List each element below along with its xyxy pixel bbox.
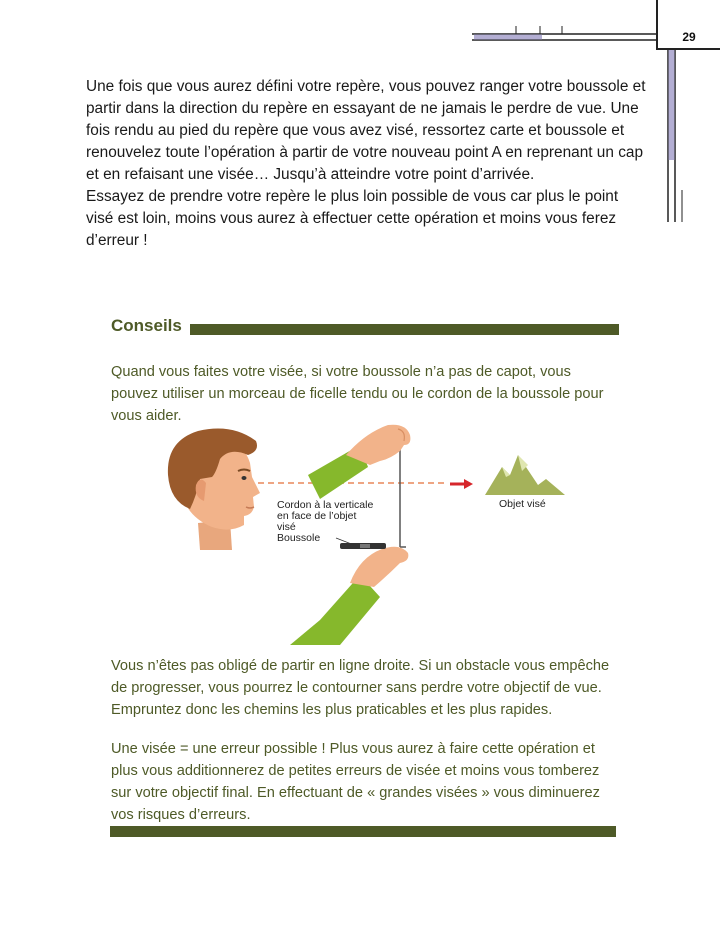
lower-hand-with-compass — [290, 543, 408, 645]
conseils-tip-3: Une visée = une erreur possible ! Plus vous aurez à faire cette opération et plus vous additionnerez de petites erreurs de visée et moins vous tomberez sur votre objectif final. En effectuant de « grandes visées » vous diminuerez vos risques d’erreurs. — [111, 741, 600, 823]
conseils-title: Conseils — [111, 316, 182, 335]
conseils-tip-1: Quand vous faites votre visée, si votre boussole n’a pas de capot, vous pouvez utiliser un morceau de ficelle tendu ou le cordon de la boussole pour vous aider. — [111, 364, 604, 424]
label-boussole: Boussole — [277, 532, 321, 544]
label-objet-vise: Objet visé — [499, 498, 546, 510]
intro-paragraph-2: Essayez de prendre votre repère le plus loin possible de vous car plus le point visé est loin, moins vous aurez à effectuer cette opération et moins vous ferez d’erreur ! — [86, 188, 619, 249]
label-cordon-line-2: en face de l’objet — [277, 510, 357, 522]
intro-text — [86, 76, 646, 252]
upper-hand — [308, 425, 410, 499]
conseils-tip-2: Vous n’êtes pas obligé de partir en ligne droite. Si un obstacle vous empêche de progresser, vous pourrez le contourner sans perdre votre objectif de vue. Empruntez donc les chemins les plus praticables et les plus rapides. — [111, 658, 610, 718]
page-number-box — [656, 0, 720, 50]
mountain-target — [485, 455, 565, 495]
intro-paragraph-1: Une fois que vous aurez défini votre repère, vous pouvez ranger votre boussole et partir dans la direction du repère en essayant de ne jamais le perdre de vue. Une fois rendu au pied du repère que vous avez visé, ressortez carte et boussole et renouvelez toute l’opération à partir de votre nouveau point A en reprenant un cap et en refaisant une visée… Jusqu’à atteindre votre point d’arrivée. — [86, 78, 646, 183]
label-cordon-line-1: Cordon à la verticale — [277, 499, 374, 511]
direction-arrow — [450, 479, 473, 489]
conseils-title-bar — [190, 324, 619, 335]
person-head — [168, 429, 260, 550]
page-number: 29 — [682, 30, 696, 44]
label-cordon — [277, 500, 373, 533]
conseils-bottom-bar — [110, 826, 616, 837]
label-cordon-line-3: visé — [277, 521, 296, 533]
